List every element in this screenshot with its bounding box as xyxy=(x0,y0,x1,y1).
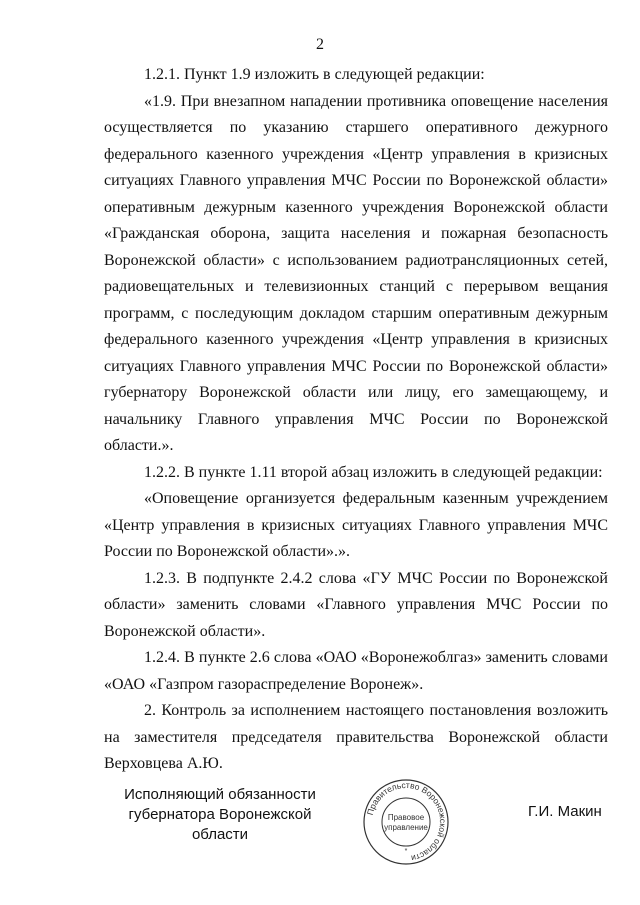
signatory-name: Г.И. Макин xyxy=(528,803,602,820)
svg-text:*: * xyxy=(404,848,408,855)
document-body xyxy=(104,62,608,778)
signatory-title xyxy=(100,785,340,845)
paragraph-quote-1-9: «1.9. При внезапном нападении противника оповещение населения осуществляется по указанию старшего оперативного дежурного федерального казенного учреждения «Центр управления в кризисных ситуациях Главного управления МЧС России по Воронежской области» оперативным дежурным казенного учреждения Воронежской области «Гражданская оборона, защита населения и пожарная безопасность Воронежской области» с использованием радиотрансляционных сетей, радиовещательных и телевизионных станций с перерывом вещания программ, с последующим докладом старшим оперативным дежурным федерального казенного учреждения «Центр управления в кризисных ситуациях Главного управления МЧС России по Воронежской области» губернатору Воронежской области или лицу, его замещающему, и начальнику Главного управления МЧС России по Воронежской области.». xyxy=(104,92,608,454)
paragraph-1-2-2: 1.2.2. В пункте 1.11 второй абзац изложить в следующей редакции: xyxy=(144,463,603,481)
signatory-title-line-2: губернатора Воронежской области xyxy=(128,806,312,843)
signatory-title-line-1: Исполняющий обязанности xyxy=(124,786,316,803)
svg-text:Правительство Воронежской обла: Правительство Воронежской области xyxy=(364,779,449,864)
page-number: 2 xyxy=(316,36,324,53)
paragraph-1-2-4: 1.2.4. В пункте 2.6 слова «ОАО «Воронежоблгаз» заменить словами «ОАО «Газпром газораспределение Воронеж». xyxy=(104,649,608,693)
svg-text:Правовое: Правовое xyxy=(387,813,425,822)
paragraph-1-2-1: 1.2.1. Пункт 1.9 изложить в следующей редакции: xyxy=(144,66,485,83)
paragraph-2: 2. Контроль за исполнением настоящего постановления возложить на заместителя председателя правительства Воронежской области Верховцева А.Ю. xyxy=(104,702,608,772)
official-seal-stamp xyxy=(356,777,456,867)
paragraph-quote-1-11: «Оповещение организуется федеральным казенным учреждением «Центр управления в кризисных ситуациях Главного управления МЧС России по Воронежской области».». xyxy=(104,490,608,560)
paragraph-1-2-3: 1.2.3. В подпункте 2.4.2 слова «ГУ МЧС России по Воронежской области» заменить словами «Главного управления МЧС России по Воронежской области». xyxy=(104,569,608,640)
signature-block xyxy=(0,777,640,867)
svg-text:управление: управление xyxy=(384,823,428,832)
